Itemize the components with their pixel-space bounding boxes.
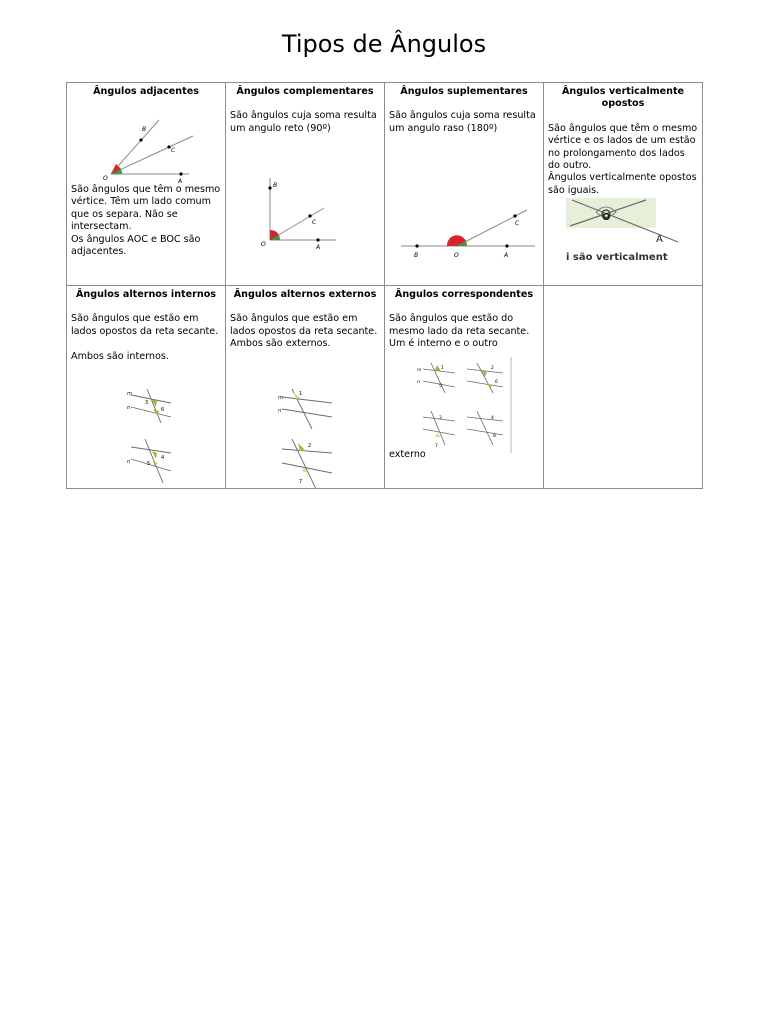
point-c [308, 214, 311, 217]
text-adjacentes: São ângulos que têm o mesmo vértice. Têm um lado comum que os separa. Não se intersectam. Os ângulos AOC e BOC são adjacentes. [71, 184, 221, 258]
label-4: 4 [161, 455, 165, 461]
point-a [179, 172, 182, 175]
line-m-2 [131, 447, 171, 453]
figure-caption: i são verticalment [566, 252, 668, 263]
label-m: m [127, 391, 132, 397]
point-b [268, 186, 271, 189]
heading-alternos-externos: Ângulos alternos externos [233, 289, 377, 300]
ray-oc [111, 136, 193, 174]
label-7: 7 [299, 479, 303, 485]
heading-correspondentes: Ângulos correspondentes [394, 289, 534, 300]
label-6: 6 [495, 380, 498, 385]
point-b [415, 244, 418, 247]
label-6: 6 [161, 407, 165, 413]
text-complementares: São ângulos cuja soma resulta um angulo reto (90º) [230, 110, 377, 134]
ray-ob [111, 120, 159, 174]
label-b: B [142, 126, 147, 133]
cell-complementares [226, 83, 385, 286]
figure-verticalmente [566, 198, 682, 264]
label-a: A [504, 252, 509, 259]
cell-alternos-internos [67, 286, 226, 489]
cell-suplementares [385, 83, 544, 286]
label-a: A [316, 244, 321, 251]
label-b: B [273, 182, 278, 189]
cell-correspondentes [385, 286, 544, 489]
figure-alternos-externos [266, 387, 342, 489]
heading-verticalmente: Ângulos verticalmente opostos [561, 86, 685, 110]
point-c [513, 214, 516, 217]
heading-adjacentes: Ângulos adjacentes [93, 86, 199, 97]
label-7: 7 [435, 444, 438, 449]
text-correspondentes-2: externo [389, 449, 426, 460]
angles-table [66, 82, 703, 489]
page-title: Tipos de Ângulos [281, 30, 487, 58]
label-n: n [278, 408, 282, 414]
secant-1 [147, 389, 161, 423]
label-n: n [127, 405, 131, 411]
figure-adjacentes [89, 104, 219, 184]
figure-background [266, 387, 342, 489]
secant-bl [431, 411, 445, 445]
line-m-br [467, 417, 503, 421]
line-n [131, 407, 171, 417]
text-suplementares: São ângulos cuja soma resulta um angulo raso (180º) [389, 110, 536, 134]
figure-complementares [258, 172, 342, 252]
cell-adjacentes [67, 83, 226, 286]
point-a [316, 238, 319, 241]
heading-alternos-internos: Ângulos alternos internos [75, 289, 216, 300]
label-5: 5 [439, 384, 442, 389]
label-n-2: n [127, 459, 131, 465]
label-n: n [417, 380, 420, 385]
label-o: O [454, 252, 459, 259]
figure-suplementares [399, 202, 539, 262]
label-3: 3 [439, 416, 442, 421]
heading-suplementares: Ângulos suplementares [400, 86, 528, 97]
label-c: C [171, 147, 176, 154]
text-verticalmente: São ângulos que têm o mesmo vértice e os lados de um estão no prolongamento dos lados do outro. Ângulos verticalmente opostos são iguais. [548, 122, 698, 196]
label-o: O [602, 212, 611, 223]
label-4: 4 [491, 416, 494, 421]
figure-alternos-internos [127, 387, 175, 487]
text-alternos-internos: São ângulos que estão em lados opostos da reta secante. Ambos são internos. [71, 313, 219, 362]
label-c: C [515, 220, 520, 227]
label-a: A [178, 178, 183, 184]
label-2: 2 [308, 443, 312, 449]
label-1: 1 [299, 391, 303, 397]
label-m: m [417, 368, 422, 373]
label-1: 1 [441, 366, 444, 371]
cell-verticalmente [544, 83, 703, 286]
line-n-2 [131, 459, 171, 471]
angle-6 [487, 383, 492, 389]
label-3: 3 [145, 400, 149, 406]
label-c: C [312, 219, 317, 226]
label-b: B [414, 252, 419, 259]
heading-complementares: Ângulos complementares [236, 86, 374, 97]
label-m: m [278, 395, 283, 401]
label-a: A [656, 234, 663, 245]
label-2: 2 [491, 366, 494, 371]
cell-empty [544, 286, 703, 489]
point-b [139, 138, 142, 141]
text-correspondentes: São ângulos que estão do mesmo lado da reta secante. Um é interno e o outro [389, 313, 530, 350]
ray-oc [457, 210, 527, 246]
figure-correspondentes [415, 357, 515, 453]
table-row [67, 286, 703, 489]
cell-alternos-externos [226, 286, 385, 489]
label-8: 8 [493, 434, 496, 439]
label-5: 5 [147, 461, 151, 467]
text-alternos-externos: São ângulos que estão em lados opostos da reta secante. Ambos são externos. [230, 313, 378, 350]
point-a [505, 244, 508, 247]
table-row [67, 83, 703, 286]
label-o: O [261, 241, 266, 248]
line-n-br [467, 429, 503, 435]
label-o: O [103, 175, 108, 182]
